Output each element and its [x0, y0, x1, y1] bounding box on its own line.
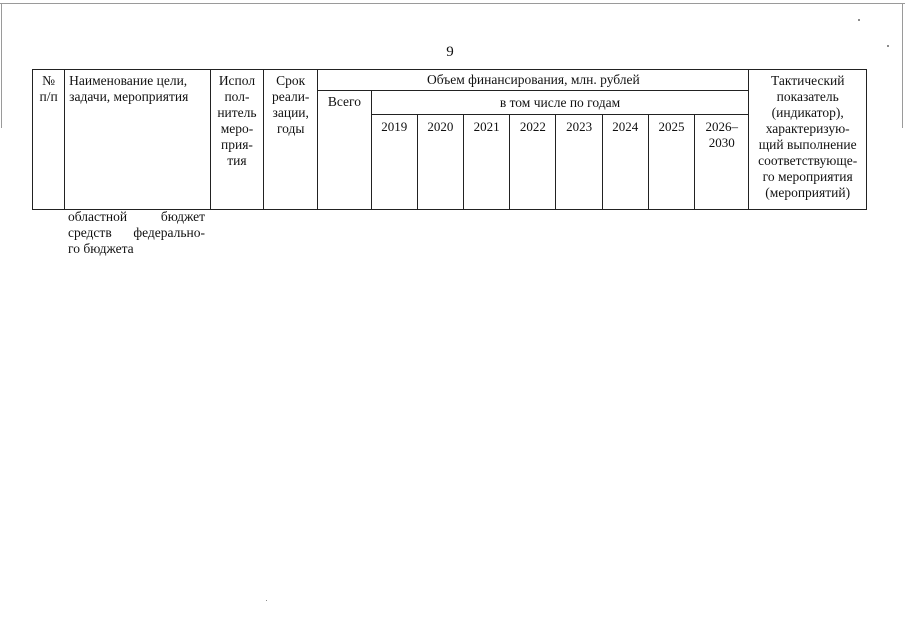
scan-speck [887, 45, 889, 47]
header-year: 2019 [371, 115, 417, 210]
note-line: средств федерально- [68, 225, 205, 240]
header-funding: Объем финансирования, млн. рублей [318, 70, 749, 91]
header-year: 2020 [417, 115, 463, 210]
header-number: № п/п [33, 70, 65, 210]
header-year: 2023 [556, 115, 602, 210]
financing-table [32, 69, 867, 210]
header-executor: Испол пол- нитель меро- прия- тия [210, 70, 263, 210]
header-year: 2025 [648, 115, 694, 210]
header-by-years: в том числе по годам [371, 91, 749, 115]
scan-border-top [0, 3, 905, 4]
page-number: 9 [446, 44, 454, 60]
header-period: Срок реали- зации, годы [264, 70, 318, 210]
header-name: Наименование цели, задачи, мероприятия [65, 70, 211, 210]
scan-border-left [1, 3, 2, 128]
header-year: 2024 [602, 115, 648, 210]
scan-speck [266, 600, 267, 601]
header-total: Всего [318, 91, 371, 210]
header-indicator: Тактический показатель (индикатор), характеризую- щий выполнение соответствующе- го мероприятия (мероприятий) [749, 70, 867, 210]
scan-speck [858, 19, 860, 21]
note-line: го бюджета [68, 241, 134, 256]
header-year: 2022 [510, 115, 556, 210]
scan-border-right [902, 3, 903, 128]
funding-source-note [68, 209, 205, 257]
header-year: 2026– 2030 [695, 115, 749, 210]
header-year: 2021 [464, 115, 510, 210]
note-line: областной бюджет [68, 209, 205, 224]
